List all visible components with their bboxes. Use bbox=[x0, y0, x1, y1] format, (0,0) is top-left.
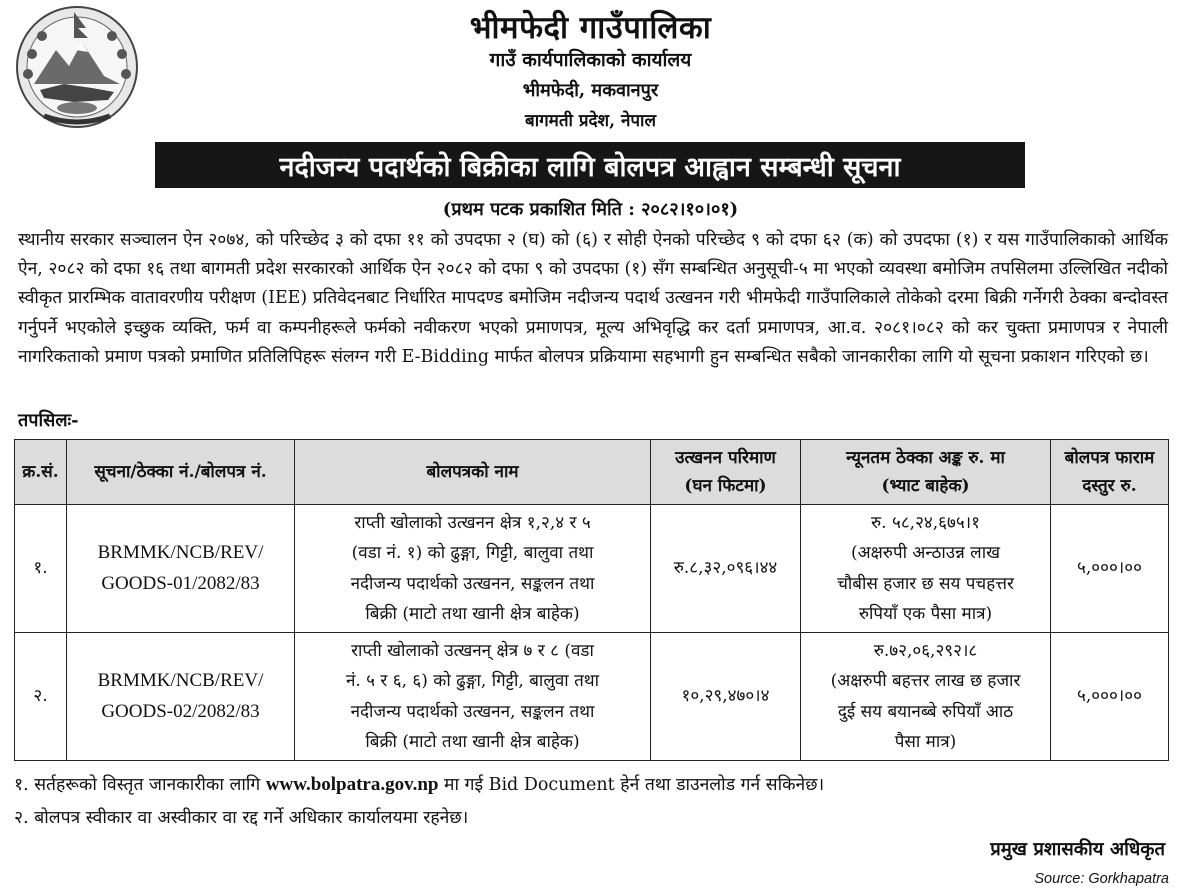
row-amount-line3: दुई सय बयानब्बे रुपियाँ आठ bbox=[837, 701, 1014, 722]
row-name-line2: (वडा नं. १) को ढुङ्गा, गिट्टी, बालुवा तथा bbox=[351, 543, 594, 563]
row-code-line1: BRMMK/NCB/REV/ bbox=[97, 670, 264, 691]
row-fee: ५,०००।०० bbox=[1051, 505, 1169, 633]
row-amount bbox=[801, 633, 1051, 761]
row-code-line2: GOODS-02/2082/83 bbox=[101, 700, 260, 722]
header-quantity bbox=[651, 440, 801, 505]
header-sn: क्र.सं. bbox=[15, 440, 67, 505]
row-amount-line1: रु. ५८,२४,६७५।१ bbox=[871, 512, 980, 533]
footnote-2: २. बोलपत्र स्वीकार वा अस्वीकार वा रद्द गर्ने अधिकार कार्यालयमा रहनेछ। bbox=[14, 808, 469, 828]
footnote-1 bbox=[14, 772, 824, 796]
row-code bbox=[67, 633, 295, 761]
office-name: गाउँ कार्यपालिकाको कार्यालय bbox=[489, 49, 692, 71]
signatory: प्रमुख प्रशासकीय अधिकृत bbox=[990, 839, 1165, 860]
row-quantity: रु.८,३२,०९६।४४ bbox=[651, 505, 801, 633]
row-name-line4: बिक्री (माटो तथा खानी क्षेत्र बाहेक) bbox=[365, 604, 580, 624]
table-row bbox=[15, 633, 1169, 761]
row-name-line1: राप्ती खोलाको उत्खनन क्षेत्र १,२,४ र ५ bbox=[354, 512, 591, 533]
row-name-line1: राप्ती खोलाको उत्खनन् क्षेत्र ७ र ८ (वडा bbox=[351, 640, 594, 661]
row-name-line3: नदीजन्य पदार्थको उत्खनन, सङ्कलन तथा bbox=[350, 573, 595, 594]
row-sn: २. bbox=[15, 633, 67, 761]
header-fee-line2: दस्तुर रु. bbox=[1082, 476, 1137, 496]
header-quantity-line2: (घन फिटमा) bbox=[684, 476, 767, 496]
header-min-amount-line1: न्यूनतम ठेक्का अङ्क रु. मा bbox=[846, 448, 1005, 468]
address-line1: भीमफेदी, मकवानपुर bbox=[522, 80, 659, 101]
row-quantity: १०,२९,४७०।४ bbox=[651, 633, 801, 761]
row-amount-line4: रुपियाँ एक पैसा मात्र) bbox=[858, 604, 993, 624]
row-name bbox=[295, 633, 651, 761]
footnote-1-post: मा गई Bid Document हेर्न तथा डाउनलोड गर्न सकिनेछ। bbox=[444, 775, 825, 795]
header-quantity-line1: उत्खनन परिमाण bbox=[675, 448, 776, 468]
notice-title: नदीजन्य पदार्थको बिक्रीका लागि बोलपत्र आह्वान सम्बन्धी सूचना bbox=[155, 142, 1025, 188]
notice-body: स्थानीय सरकार सञ्चालन ऐन २०७४, को परिच्छेद ३ को दफा ११ को उपदफा २ (घ) को (६) र सोही ऐनको परिच्छेद ९ को दफा ६२ (क) को उपदफा (१) र यस गाउँपालिकाको आर्थिक ऐन, २०८२ को दफा १६ तथा बागमती प्रदेश सरकारको आर्थिक ऐन २०८२ को दफा ९ को उपदफा (१) सँग सम्बन्धित अनुसूची-५ मा भएको व्यवस्था बमोजिम तपसिलमा उल्लिखित नदीको स्वीकृत प्रारम्भिक वातावरणीय परीक्षण (IEE) प्रतिवेदनबाट निर्धारित मापदण्ड बमोजिम नदीजन्य पदार्थ उत्खनन गरी भीमफेदी गाउँपालिकाले तोकेको दरमा बिक्री गर्नेगरी ठेक्का बन्दोवस्त गर्नुपर्ने भएकोले इच्छुक व्यक्ति, फर्म वा कम्पनीहरूले फर्मको नवीकरण भएको प्रमाणपत्र, मूल्य अभिवृद्धि कर दर्ता प्रमाणपत्र, आ.व. २०८१।०८२ को कर चुक्ता प्रमाणपत्र र नेपाली नागरिकताको प्रमाण पत्रको प्रमाणित प्रतिलिपिहरू संलग्न गरी E-Bidding मार्फत बोलपत्र प्रक्रियामा सहभागी हुन सम्बन्धित सबैको जानकारीका लागि यो सूचना प्रकाशन गरिएको छ। bbox=[18, 230, 1168, 367]
row-name-line2: नं. ५ र ६, ६) को ढुङ्गा, गिट्टी, बालुवा तथा bbox=[345, 671, 600, 691]
row-name-line3: नदीजन्य पदार्थको उत्खनन, सङ्कलन तथा bbox=[350, 701, 595, 722]
header-min-amount-line2: (भ्याट बाहेक) bbox=[881, 476, 970, 496]
header-notice-no: सूचना/ठेक्का नं./बोलपत्र नं. bbox=[67, 440, 295, 505]
footnote-1-pre: १. सर्तहरूको विस्तृत जानकारीका लागि bbox=[14, 775, 261, 795]
row-amount-line4: पैसा मात्र) bbox=[894, 732, 957, 752]
address-line2: बागमती प्रदेश, नेपाल bbox=[525, 111, 656, 131]
source-credit: Source: Gorkhapatra bbox=[1034, 871, 1169, 887]
row-code-line1: BRMMK/NCB/REV/ bbox=[97, 542, 264, 563]
header-fee bbox=[1051, 440, 1169, 505]
row-amount-line3: चौबीस हजार छ सय पचहत्तर bbox=[837, 573, 1014, 594]
row-code-line2: GOODS-01/2082/83 bbox=[101, 572, 260, 594]
org-name: भीमफेदी गाउँपालिका bbox=[469, 10, 712, 46]
row-amount bbox=[801, 505, 1051, 633]
header-min-amount bbox=[801, 440, 1051, 505]
header-fee-line1: बोलपत्र फाराम bbox=[1064, 448, 1155, 468]
header-name: बोलपत्रको नाम bbox=[295, 440, 651, 505]
row-amount-line1: रु.७२,०६,२९२।८ bbox=[873, 640, 978, 661]
row-code bbox=[67, 505, 295, 633]
row-amount-line2: (अक्षरुपी बहत्तर लाख छ हजार bbox=[830, 671, 1021, 691]
table-row bbox=[15, 505, 1169, 633]
bid-table bbox=[14, 439, 1169, 761]
table-header-row bbox=[15, 440, 1169, 505]
row-fee: ५,०००।०० bbox=[1051, 633, 1169, 761]
details-heading: तपसिलः- bbox=[18, 410, 79, 431]
row-name-line4: बिक्री (माटो तथा खानी क्षेत्र बाहेक) bbox=[365, 732, 580, 752]
row-amount-line2: (अक्षरुपी अन्ठाउन्न लाख bbox=[850, 543, 1001, 563]
published-date: (प्रथम पटक प्रकाशित मिति : २०८२।१०।०१) bbox=[442, 199, 739, 220]
row-name bbox=[295, 505, 651, 633]
row-sn: १. bbox=[15, 505, 67, 633]
bolpatra-link[interactable]: www.bolpatra.gov.np bbox=[265, 774, 439, 795]
